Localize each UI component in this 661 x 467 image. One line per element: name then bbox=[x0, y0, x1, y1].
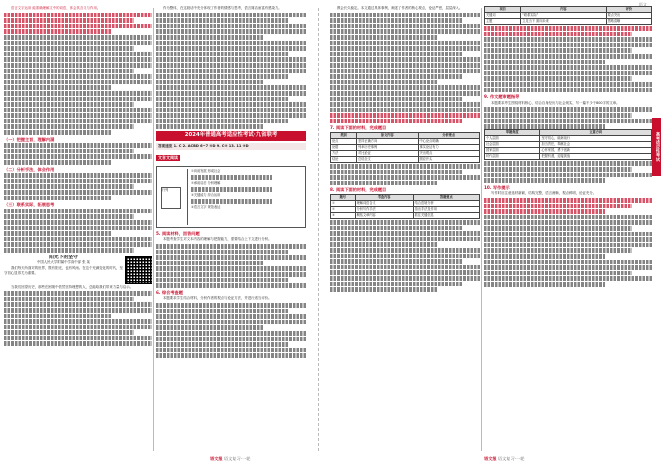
table-header: 内容 bbox=[521, 7, 606, 13]
question-text: 本题要求考生围绕材料核心，结合自身经历与社会现实，写一篇不少于800字的文章。 bbox=[491, 100, 620, 105]
footer-page-label: 语文复习·一轮 bbox=[497, 456, 525, 461]
table-header: 评价 bbox=[606, 7, 652, 13]
qr-code[interactable] bbox=[126, 257, 152, 283]
paragraph: 作为整体，在这段话中充分体现了作者的情感与思考，语言简洁而富有感染力。 bbox=[163, 6, 282, 10]
paragraph: 当我们回望历史，那些在困境中依然坚持理想的人，总能给我们带来力量与启示。 bbox=[11, 284, 134, 289]
diagram-item: ④语言文字 规范表达 bbox=[191, 204, 221, 209]
table-row: 论据 列举历史事例 事实论证有力 bbox=[331, 145, 480, 151]
question-title: 10. 写作提示 bbox=[484, 184, 510, 190]
footer-right bbox=[484, 456, 524, 465]
column-3 bbox=[330, 6, 480, 453]
question-title: 6. 综合考查题 bbox=[156, 289, 183, 295]
table-row: ① 理解词语含义 结合语境分析 bbox=[331, 201, 480, 207]
author-line: 中国人民大学附属中学高中部 张 某 bbox=[36, 260, 90, 265]
table-header: 考查内容 bbox=[355, 195, 413, 201]
table-header: 答题要点 bbox=[413, 195, 479, 201]
intro-text: 语言文字运用 能准确理解文中的词语，体会其含义与作用。 bbox=[11, 6, 101, 10]
section-heading: 7. 阅读下面的材料，完成题目 bbox=[330, 125, 387, 131]
section-heading: （三）联系实际，拓展思考 bbox=[4, 202, 55, 208]
table-header: 原文内容 bbox=[357, 133, 418, 139]
header-subject: 语文 bbox=[638, 2, 647, 7]
section-heading: （一）把握主旨，理解内涵 bbox=[4, 136, 55, 142]
newspaper-logo: 语文报 bbox=[484, 456, 497, 461]
question-text: 写作时应注意选材新颖，结构完整，语言流畅，观点鲜明，论证充分。 bbox=[491, 191, 597, 196]
table-row: 社会层面 担当责任，奉献社会 bbox=[485, 142, 652, 148]
table-header: 类别 bbox=[331, 133, 357, 139]
exam-banner: 2024年普通高考适应性考试·九省联考 bbox=[156, 131, 306, 141]
diagram-branches bbox=[187, 169, 303, 225]
diagram-root: 行列 bbox=[161, 187, 181, 209]
column-1 bbox=[4, 6, 152, 453]
table-header: 分析要点 bbox=[418, 133, 479, 139]
column-2 bbox=[156, 6, 306, 453]
question-text: 本题考查学生对文本内容的理解与把握能力，需要结合上下文进行分析。 bbox=[163, 237, 272, 242]
question-text: 本题要求学生结合材料，分析作者的观点与论证方法，并进行适当评价。 bbox=[163, 296, 272, 301]
section-heading: 8. 阅读下面的材料，完成题目 bbox=[330, 187, 387, 193]
section-tag: 文言文阅读 bbox=[158, 155, 178, 161]
table-row: 时代层面 把握机遇，迎接挑战 bbox=[485, 154, 652, 160]
table-row: ② 分析写作手法 指出手法及作用 bbox=[331, 207, 480, 213]
side-section-tab: 高考适应性考试 bbox=[652, 118, 661, 176]
table-header: 立意方向 bbox=[540, 130, 652, 136]
footer-page-label: 语文复习·一轮 bbox=[223, 456, 251, 461]
page-fold bbox=[318, 8, 319, 451]
column-divider bbox=[481, 8, 482, 451]
table-row: ③ 概括文章内容 抓住关键信息 bbox=[331, 213, 480, 219]
article-title: 阳光下的坚守 bbox=[49, 254, 78, 260]
table-row: 主题 立足当下 面向未来 思路清晰 bbox=[485, 19, 652, 25]
newspaper-logo: 语文报 bbox=[210, 456, 223, 461]
diagram-item: ③关键能力 综合运用 bbox=[191, 192, 221, 197]
table-row: 国家层面 心怀家国，勇于创新 bbox=[485, 148, 652, 154]
question-title: 5. 阅读材料，回答问题 bbox=[156, 230, 200, 236]
column-4 bbox=[484, 6, 652, 453]
table-row: 个人层面 坚守初心，砥砺前行 bbox=[485, 136, 652, 142]
answer-key bbox=[156, 143, 306, 151]
summary-table bbox=[484, 6, 652, 25]
diagram-item: ②承前启后 分析理解 bbox=[191, 180, 221, 185]
footer-left bbox=[210, 456, 250, 465]
table-row: 方法 对比论证 突出观点 bbox=[331, 151, 480, 157]
answer-key-label: 答案速览 bbox=[158, 143, 173, 148]
paragraph: 我们每天所面对的世界，既有阳光，也有风雨。在这个充满变化的时代，坚守初心显得尤为重要。 bbox=[4, 265, 123, 276]
table-row: 论点 坚持正确方向 中心论点明确 bbox=[331, 139, 480, 145]
table-header: 题号 bbox=[331, 195, 356, 201]
structure-diagram bbox=[156, 166, 306, 228]
table-row: 关键词 “联系实际” 要点突出 bbox=[485, 13, 652, 19]
answer-table bbox=[330, 194, 480, 219]
table-row: 结论 总结全文 照应开头 bbox=[331, 157, 480, 163]
diagram-item: ①向前发展 形成社会 bbox=[191, 168, 221, 173]
table-header: 审题角度 bbox=[485, 130, 540, 136]
analysis-table bbox=[330, 132, 480, 163]
table-header: 项目 bbox=[485, 7, 521, 13]
section-heading: （二）分析手法，体会作用 bbox=[4, 166, 55, 172]
paragraph: 教会长久稳定。本文通过具体事例，阐述了作者的核心观点，论证严密，层层深入。 bbox=[337, 6, 463, 10]
answer-key-values: 1. C 2. ACBD 6~7 ⑤D 9. C⑤ 13. 11 ⑤D bbox=[173, 143, 249, 148]
writing-table bbox=[484, 129, 652, 160]
question-title: 9. 作文题审题指导 bbox=[484, 94, 520, 100]
column-divider bbox=[153, 8, 154, 451]
